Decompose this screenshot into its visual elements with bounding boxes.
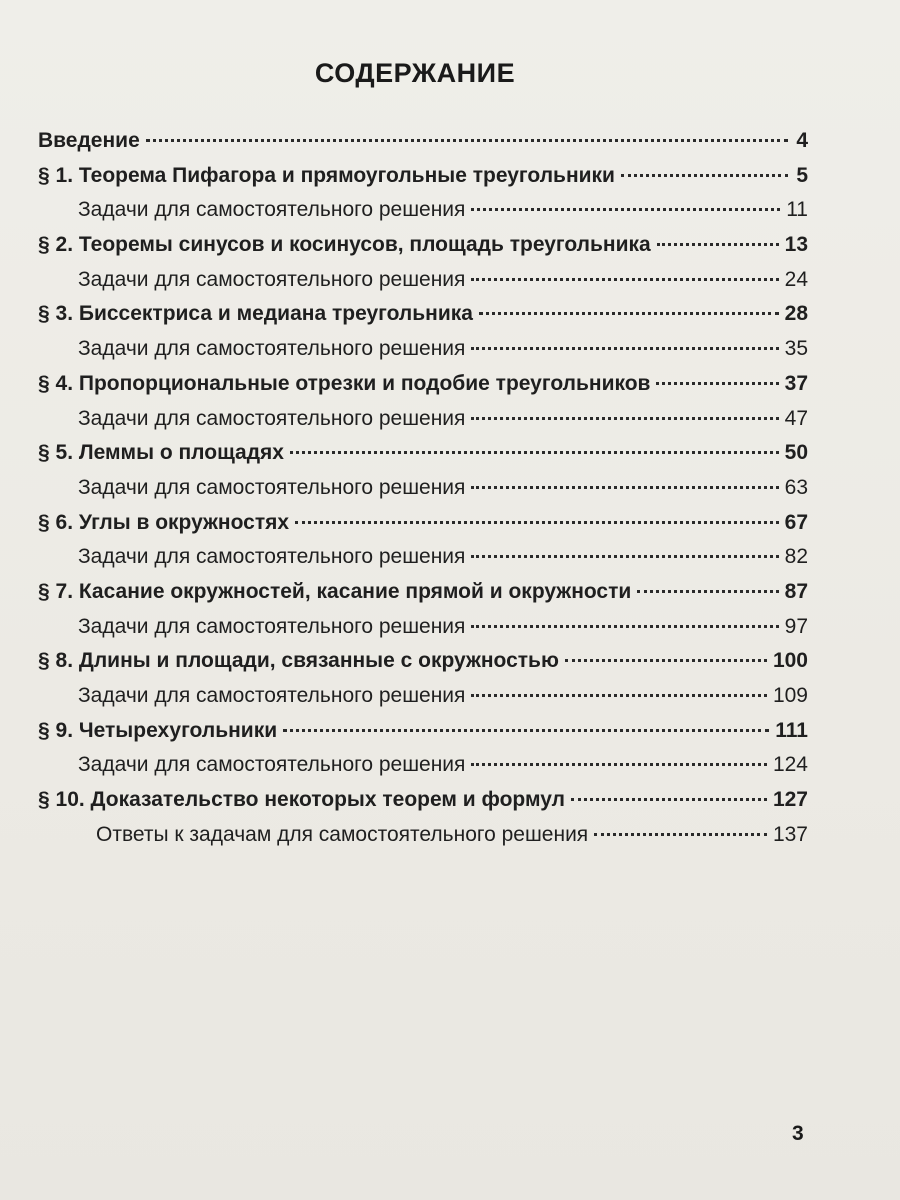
dot-leader	[471, 694, 767, 697]
dot-leader	[471, 278, 778, 281]
toc-entry	[38, 367, 808, 402]
toc-entry	[38, 297, 808, 332]
toc-entry-page: 37	[784, 371, 808, 395]
toc-entry	[38, 436, 808, 471]
dot-leader	[471, 625, 778, 628]
dot-leader	[471, 417, 778, 420]
toc-entry-page: 13	[784, 233, 808, 257]
dot-leader	[571, 798, 767, 801]
toc-entry	[38, 714, 808, 749]
toc-entry	[38, 124, 808, 159]
toc-entry-label: Задачи для самостоятельного решения	[78, 545, 466, 569]
toc-entry-label: § 2. Теоремы синусов и косинусов, площадь треугольника	[38, 233, 651, 257]
page-number: 3	[792, 1122, 804, 1145]
toc-entry-page: 109	[772, 684, 808, 707]
toc-entry-page: 100	[772, 649, 808, 673]
toc-entry-label: Задачи для самостоятельного решения	[78, 753, 466, 777]
dot-leader	[656, 382, 778, 385]
toc-entry-label: § 3. Биссектриса и медиана треугольника	[38, 302, 473, 326]
dot-leader	[290, 451, 779, 454]
toc-entry-label: § 7. Касание окружностей, касание прямой и окружности	[38, 579, 632, 603]
toc-entry	[38, 402, 808, 437]
toc-entry	[38, 506, 808, 541]
toc-entry-label: § 4. Пропорциональные отрезки и подобие треугольников	[38, 371, 651, 395]
toc-entry-page: 67	[784, 510, 808, 534]
toc-entry-label: Задачи для самостоятельного решения	[78, 684, 466, 707]
dot-leader	[479, 312, 779, 315]
toc-entry-label: § 1. Теорема Пифагора и прямоугольные треугольники	[38, 163, 615, 187]
toc-entry-page: 63	[784, 475, 808, 499]
toc-entry	[38, 748, 808, 783]
toc-entry-label: Задачи для самостоятельного решения	[78, 614, 466, 638]
toc-entry-page: 35	[784, 337, 808, 361]
toc-entry	[38, 471, 808, 506]
toc-entry-label: § 8. Длины и площади, связанные с окружностью	[38, 649, 559, 673]
toc-entry-label: Задачи для самостоятельного решения	[78, 337, 466, 361]
toc-entry-label: § 6. Углы в окружностях	[38, 510, 290, 534]
dot-leader	[657, 243, 779, 246]
toc-entry-page: 87	[784, 579, 808, 603]
toc-entry	[38, 783, 808, 818]
toc-entry	[38, 159, 808, 194]
table-of-contents	[38, 124, 808, 852]
dot-leader	[621, 174, 788, 177]
dot-leader	[471, 763, 767, 766]
toc-entry-page: 82	[784, 545, 808, 569]
toc-entry-label: § 5. Леммы о площадях	[38, 441, 284, 465]
toc-entry-label: Задачи для самостоятельного решения	[78, 198, 466, 222]
toc-entry-label: Задачи для самостоятельного решения	[78, 406, 466, 430]
dot-leader	[471, 347, 778, 350]
toc-entry-page: 4	[796, 129, 808, 152]
toc-entry-page: 5	[796, 163, 808, 187]
dot-leader	[471, 208, 780, 211]
toc-entry	[38, 679, 808, 714]
dot-leader	[295, 521, 779, 524]
toc-entry-page: 24	[784, 267, 808, 291]
toc-entry-page: 97	[784, 614, 808, 638]
toc-entry-page: 137	[772, 822, 808, 846]
toc-entry	[38, 332, 808, 367]
toc-entry	[38, 644, 808, 679]
toc-entry-page: 111	[775, 718, 808, 742]
toc-entry	[38, 228, 808, 263]
toc-entry	[38, 540, 808, 575]
toc-entry	[38, 818, 808, 853]
toc-entry	[38, 610, 808, 645]
toc-entry-page: 127	[772, 788, 808, 812]
toc-entry-page: 47	[784, 406, 808, 430]
toc-entry-label: Ответы к задачам для самостоятельного решения	[96, 822, 589, 846]
toc-entry	[38, 263, 808, 298]
toc-entry-label: Задачи для самостоятельного решения	[78, 475, 466, 499]
dot-leader	[637, 590, 778, 593]
dot-leader	[471, 555, 778, 558]
toc-entry-label: Задачи для самостоятельного решения	[78, 267, 466, 291]
dot-leader	[594, 833, 767, 836]
toc-entry-page: 50	[784, 441, 808, 465]
dot-leader	[283, 729, 769, 732]
toc-entry	[38, 193, 808, 228]
toc-entry	[38, 575, 808, 610]
dot-leader	[146, 139, 788, 142]
page-title: СОДЕРЖАНИЕ	[314, 58, 516, 88]
toc-entry-page: 11	[786, 198, 808, 222]
toc-entry-label: § 9. Четырехугольники	[38, 718, 278, 742]
toc-entry-label: § 10. Доказательство некоторых теорем и формул	[38, 788, 565, 812]
toc-entry-page: 124	[772, 753, 808, 777]
dot-leader	[565, 659, 767, 662]
dot-leader	[471, 486, 778, 489]
toc-entry-label: Введение	[38, 129, 140, 152]
toc-entry-page: 28	[784, 302, 808, 326]
